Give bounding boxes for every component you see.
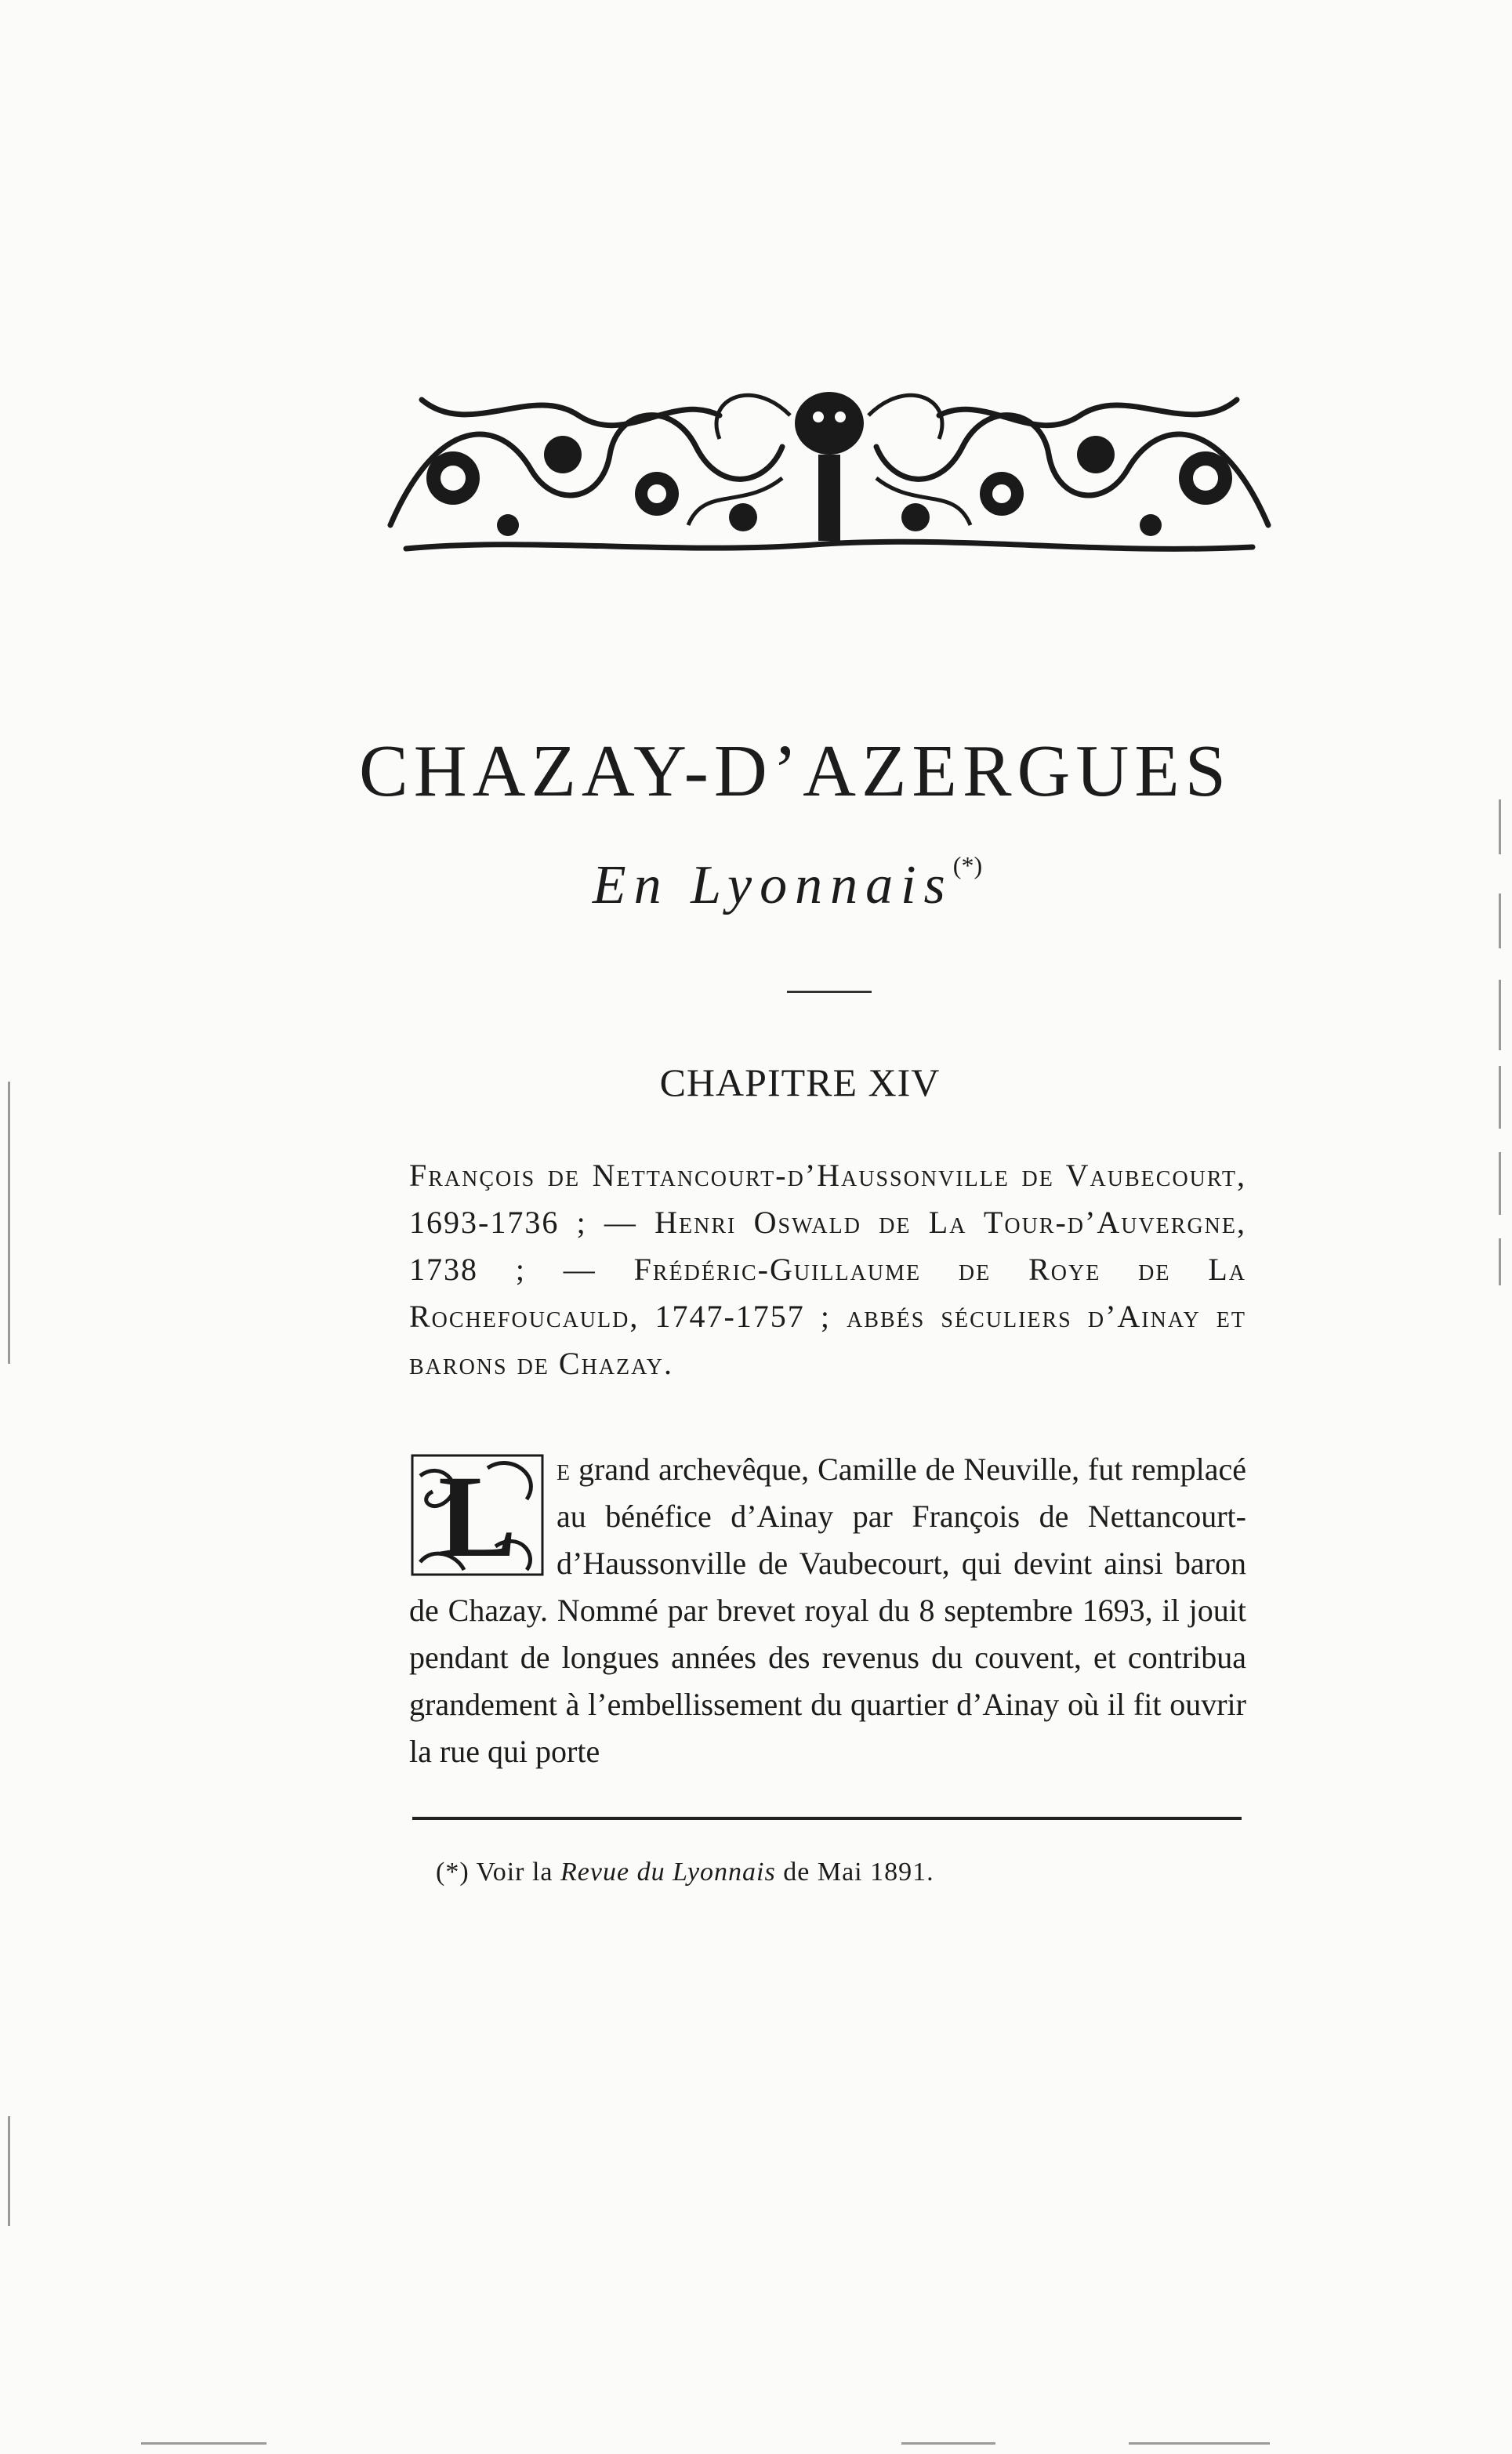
footnote [436, 1858, 934, 1887]
decorative-initial-l [409, 1452, 546, 1578]
svg-text:L: L [437, 1452, 517, 1578]
ornamental-headpiece [375, 368, 1284, 561]
subtitle-note-mark: (*) [952, 851, 983, 879]
footnote-journal: Revue du Lyonnais [560, 1858, 776, 1887]
subtitle [0, 851, 1512, 917]
first-word-rest: e [557, 1452, 571, 1487]
chapter-heading: CHAPITRE XIV [659, 1060, 941, 1104]
subtitle-text: En Lyonnais [592, 855, 953, 915]
footnote-mark: (*) [436, 1858, 470, 1887]
footnote-prefix: Voir la [476, 1858, 553, 1887]
scan-edge-mark [141, 2442, 267, 2445]
body-text: grand archevêque, Camille de Neuville, fut remplacé au bénéfice d’Ainay par François de Nettancourt-d’Haussonville de Vaubecourt, qui devint ainsi baron de Chazay. Nommé par brevet royal du 8 septembre 1693, il jouit pendant de longues années des revenus du couvent, et contribua grandement à l’embellissement du quartier d’Ainay où il fit ouvrir la rue qui porte [409, 1452, 1246, 1769]
body-paragraph [409, 1446, 1246, 1775]
footnote-rule [412, 1817, 1242, 1820]
scan-edge-mark [1499, 980, 1501, 1050]
scan-edge-mark [8, 1176, 10, 1364]
scan-edge-mark [901, 2442, 995, 2445]
footnote-suffix: de Mai 1891. [783, 1858, 934, 1887]
scan-edge-mark [1499, 1238, 1501, 1285]
scan-edge-mark [1129, 2442, 1270, 2445]
page-title: CHAZAY-D’AZERGUES [359, 730, 1231, 812]
scan-edge-mark [1499, 1152, 1501, 1215]
short-divider-rule [787, 991, 872, 993]
scan-edge-mark [8, 2116, 10, 2226]
chapter-summary: François de Nettancourt-d’Haussonville de Vaubecourt, 1693-1736 ; — Henri Oswald de La Tour-d’Auvergne, 1738 ; — Frédéric-Guillaume de Roye de La Rochefoucauld, 1747-1757 ; abbés séculiers d’Ainay et barons de Chazay. [409, 1158, 1246, 1381]
